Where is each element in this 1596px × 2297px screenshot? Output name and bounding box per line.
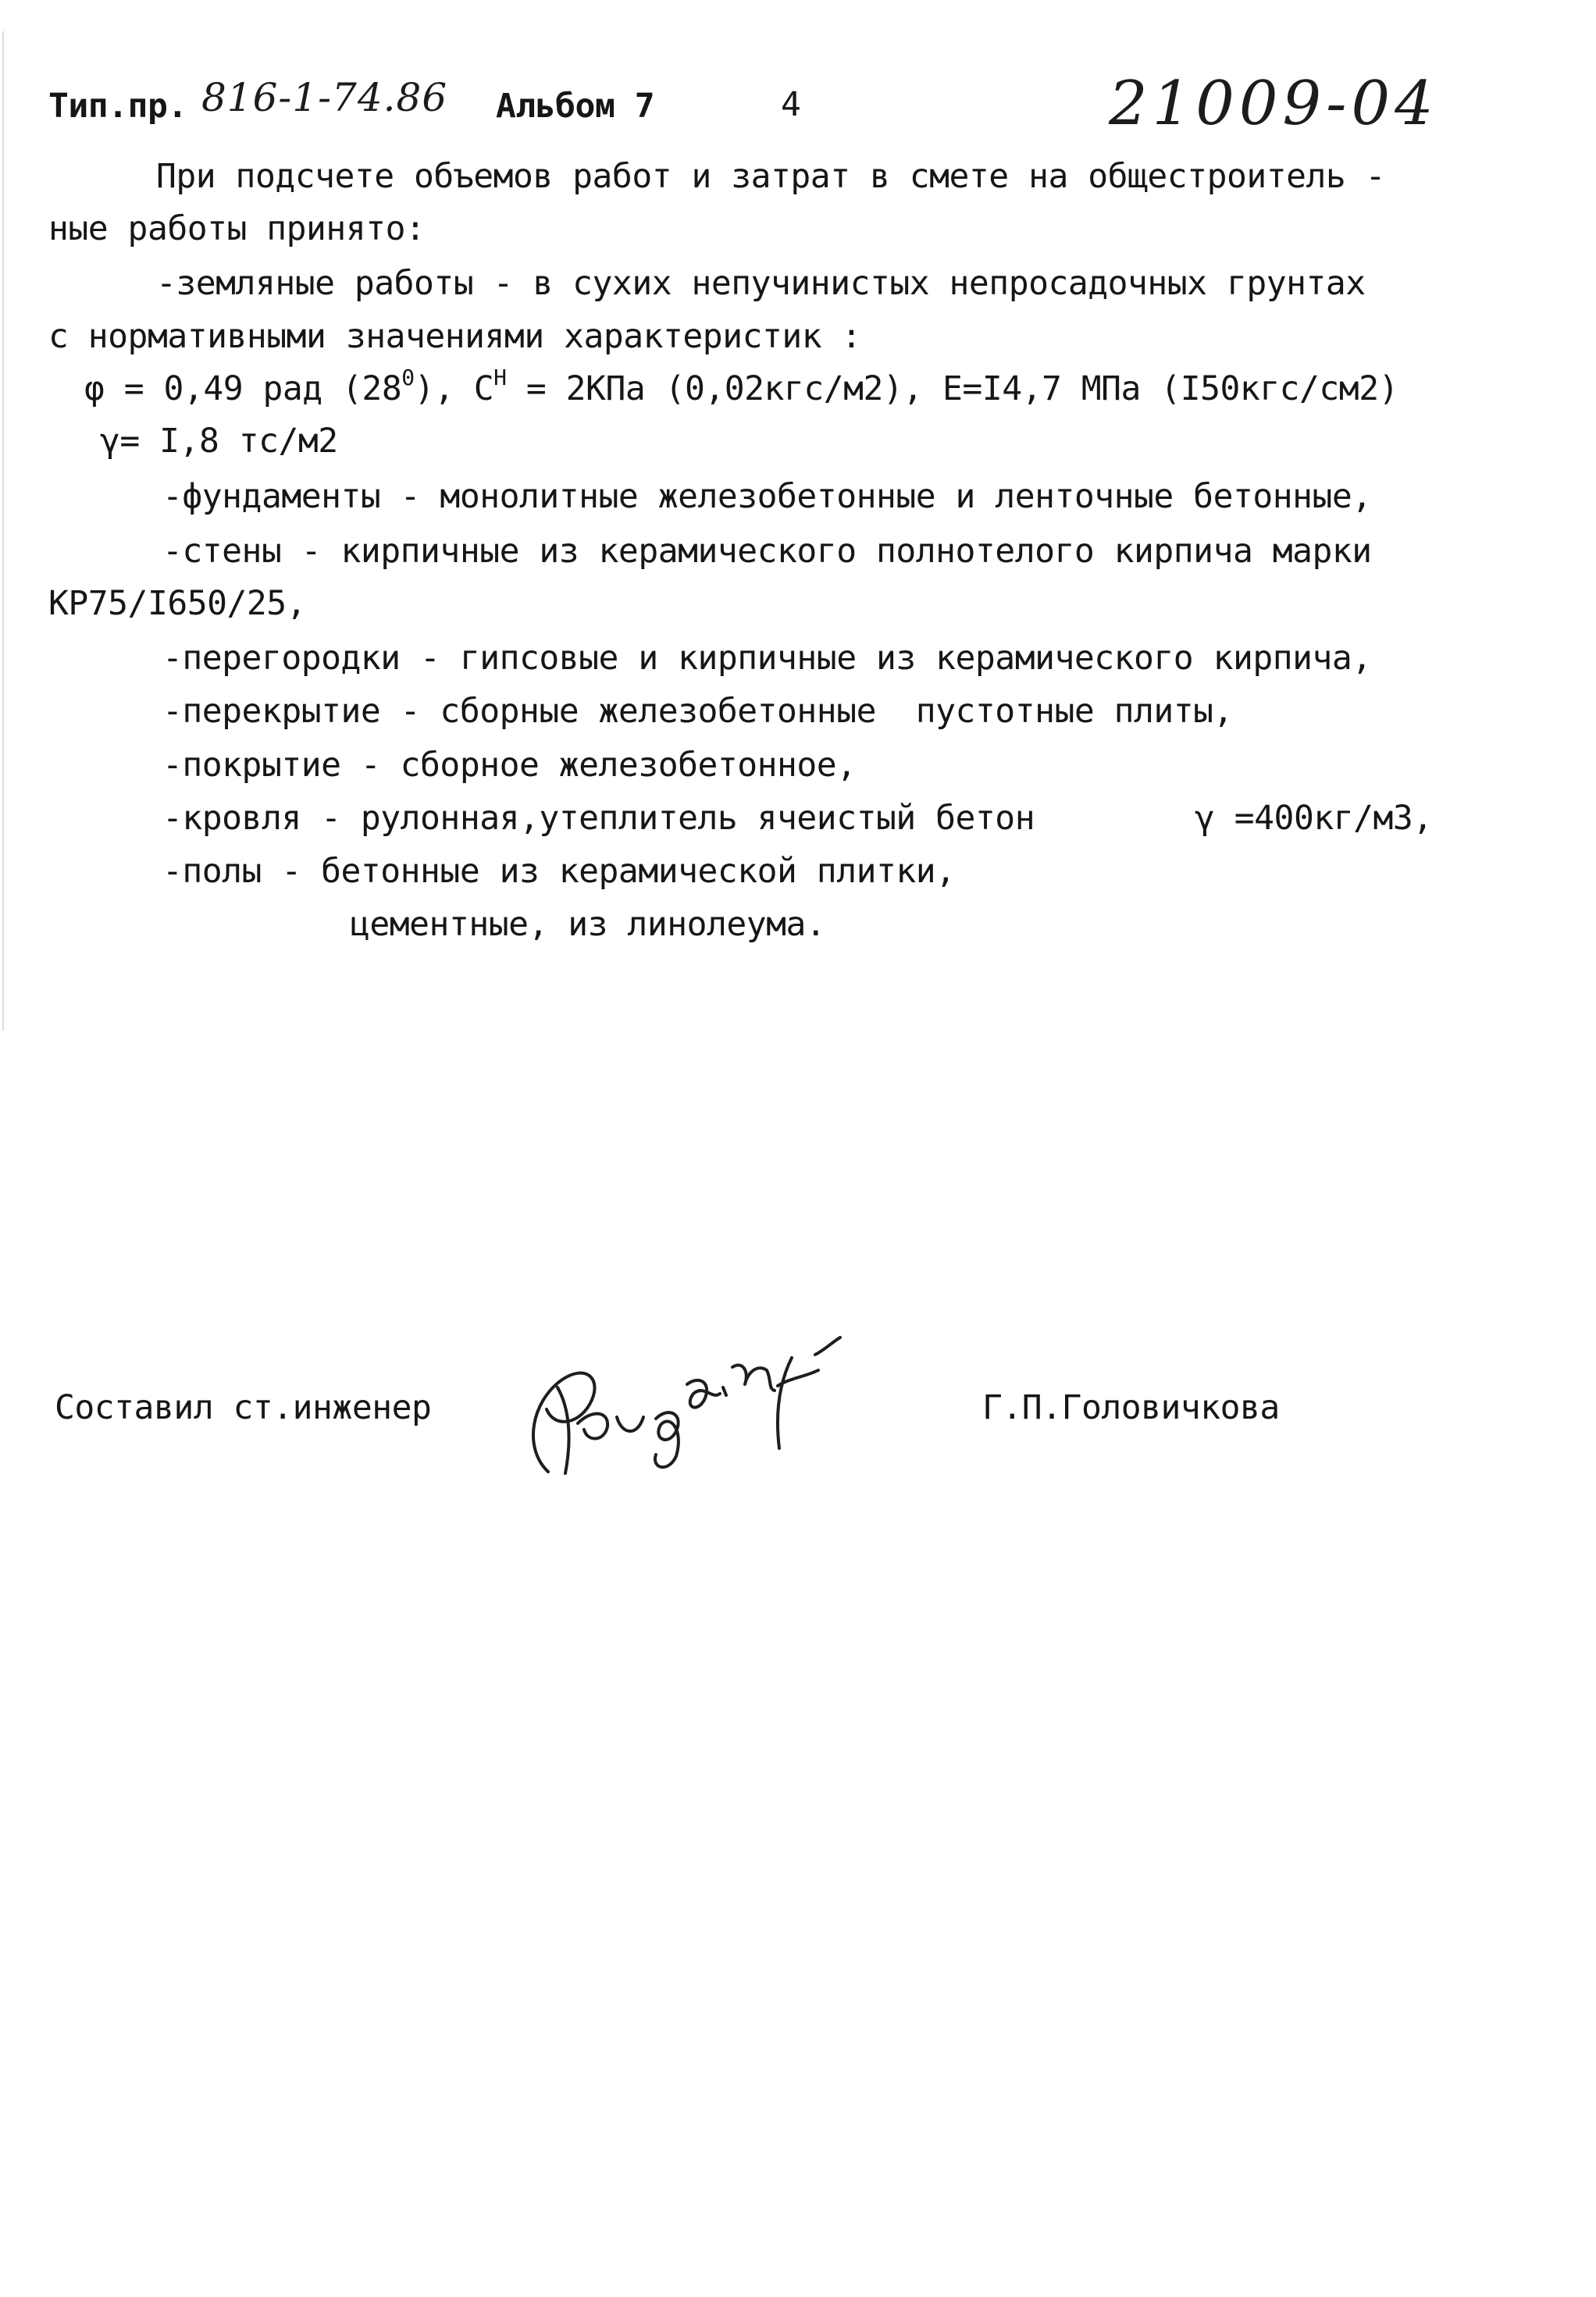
walls-line-1: -стены - кирпичные из керамического полнотелого кирпича марки — [162, 532, 1372, 571]
param-phi: φ = 0,49 рад (28 — [84, 369, 402, 408]
floor-slabs-line: -перекрытие - сборные железобетонные пустотные плиты, — [162, 692, 1233, 731]
walls-line-2: КР75/I650/25, — [48, 584, 307, 623]
header-prefix: Тип.пр. — [48, 87, 187, 126]
soil-density-line: γ= I,8 тс/м2 — [100, 422, 338, 461]
roof-density: γ =400кг/м3, — [1195, 799, 1433, 838]
param-c-superscript: Н — [493, 364, 507, 390]
param-rest: = 2КПа (0,02кгс/м2), Е=I4,7 МПа (I50кгс/см2) — [506, 369, 1398, 408]
handwritten-signature — [500, 1292, 875, 1487]
header-album: Альбом 7 — [496, 87, 655, 126]
floors-line-2: цементные, из линолеума. — [350, 905, 826, 944]
param-phi-degree: 0 — [401, 364, 415, 390]
compiler-name: Г.П.Головичкова — [982, 1388, 1280, 1427]
intro-line-1: При подсчете объемов работ и затрат в смете на общестроитель - — [156, 157, 1386, 196]
soil-parameters-line — [84, 364, 1398, 411]
header-archive-number: 21009-04 — [1109, 69, 1438, 139]
compiled-by-label: Составил ст.инженер — [55, 1388, 432, 1427]
header-page-number: 4 — [781, 85, 801, 124]
floors-line-1: -полы - бетонные из керамической плитки, — [162, 852, 956, 891]
intro-line-2: ные работы принято: — [48, 209, 426, 248]
header-project-number: 816-1-74.86 — [201, 75, 448, 120]
param-c: ), С — [414, 369, 494, 408]
partitions-line: -перегородки - гипсовые и кирпичные из керамического кирпича, — [162, 639, 1372, 678]
foundations-line: -фундаменты - монолитные железобетонные и ленточные бетонные, — [162, 477, 1372, 516]
earthworks-line-2: с нормативными значениями характеристик : — [48, 317, 861, 356]
roof-line: -кровля - рулонная,утеплитель ячеистый бетон — [162, 799, 1035, 838]
earthworks-line-1: -земляные работы - в сухих непучинистых непросадочных грунтах — [156, 264, 1366, 303]
covering-line: -покрытие - сборное железобетонное, — [162, 746, 857, 785]
